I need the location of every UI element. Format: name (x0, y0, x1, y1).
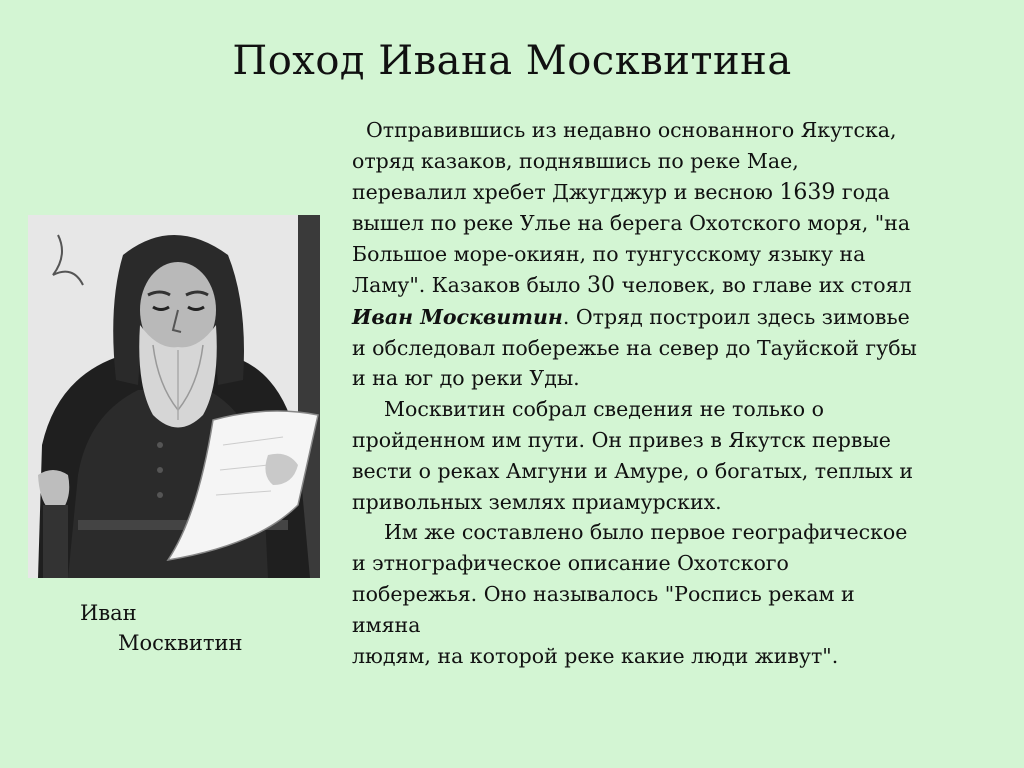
portrait-image (28, 215, 320, 578)
text-line: и обследовал побережье на север до Тауйской губы (352, 335, 917, 360)
text-segment: года (835, 179, 890, 204)
text-line: людям, на которой реке какие люди живут". (352, 643, 839, 668)
text-line: имяна (352, 612, 421, 637)
text-line: привольных землях приамурских. (352, 489, 722, 514)
leader-name: Иван Москвитин (352, 304, 563, 329)
text-line: пройденном им пути. Он привез в Якутск первые (352, 427, 891, 452)
text-line (352, 302, 982, 333)
caption-line-2: Москвитин (118, 631, 243, 655)
text-line: отряд казаков, поднявшись по реке Мае, (352, 148, 799, 173)
text-line: вести о реках Амгуни и Амуре, о богатых, теплых и (352, 458, 913, 483)
portrait-drawing (28, 215, 320, 578)
text-line: вышел по реке Улье на берега Охотского моря, "на (352, 211, 911, 236)
text-segment: человек, во главе их стоял (615, 272, 912, 297)
body-text (352, 115, 982, 671)
text-line (352, 177, 982, 209)
text-line (352, 270, 982, 302)
caption-line-1: Иван (80, 601, 137, 625)
count-number: 30 (587, 272, 616, 298)
text-segment: . Отряд построил здесь зимовье (562, 304, 910, 329)
text-segment: перевалил хребет Джугджур и весною (352, 179, 780, 204)
text-line: Отправившись из недавно основанного Якутска, (366, 118, 897, 142)
text-line: Большое море-окиян, по тунгусскому языку на (352, 242, 866, 267)
slide-title: Поход Ивана Москвитина (232, 38, 792, 84)
text-line: Им же составлено было первое географическое (384, 520, 908, 545)
text-line: и на юг до реки Уды. (352, 366, 580, 391)
portrait-caption (80, 598, 242, 658)
text-segment: Ламу". Казаков было (352, 272, 588, 297)
text-line: Москвитин собрал сведения не только о (384, 397, 824, 422)
text-line: побережья. Оно называлось "Роспись рекам и (352, 581, 855, 606)
year-number: 1639 (779, 179, 836, 205)
text-line: и этнографическое описание Охотского (352, 551, 789, 576)
